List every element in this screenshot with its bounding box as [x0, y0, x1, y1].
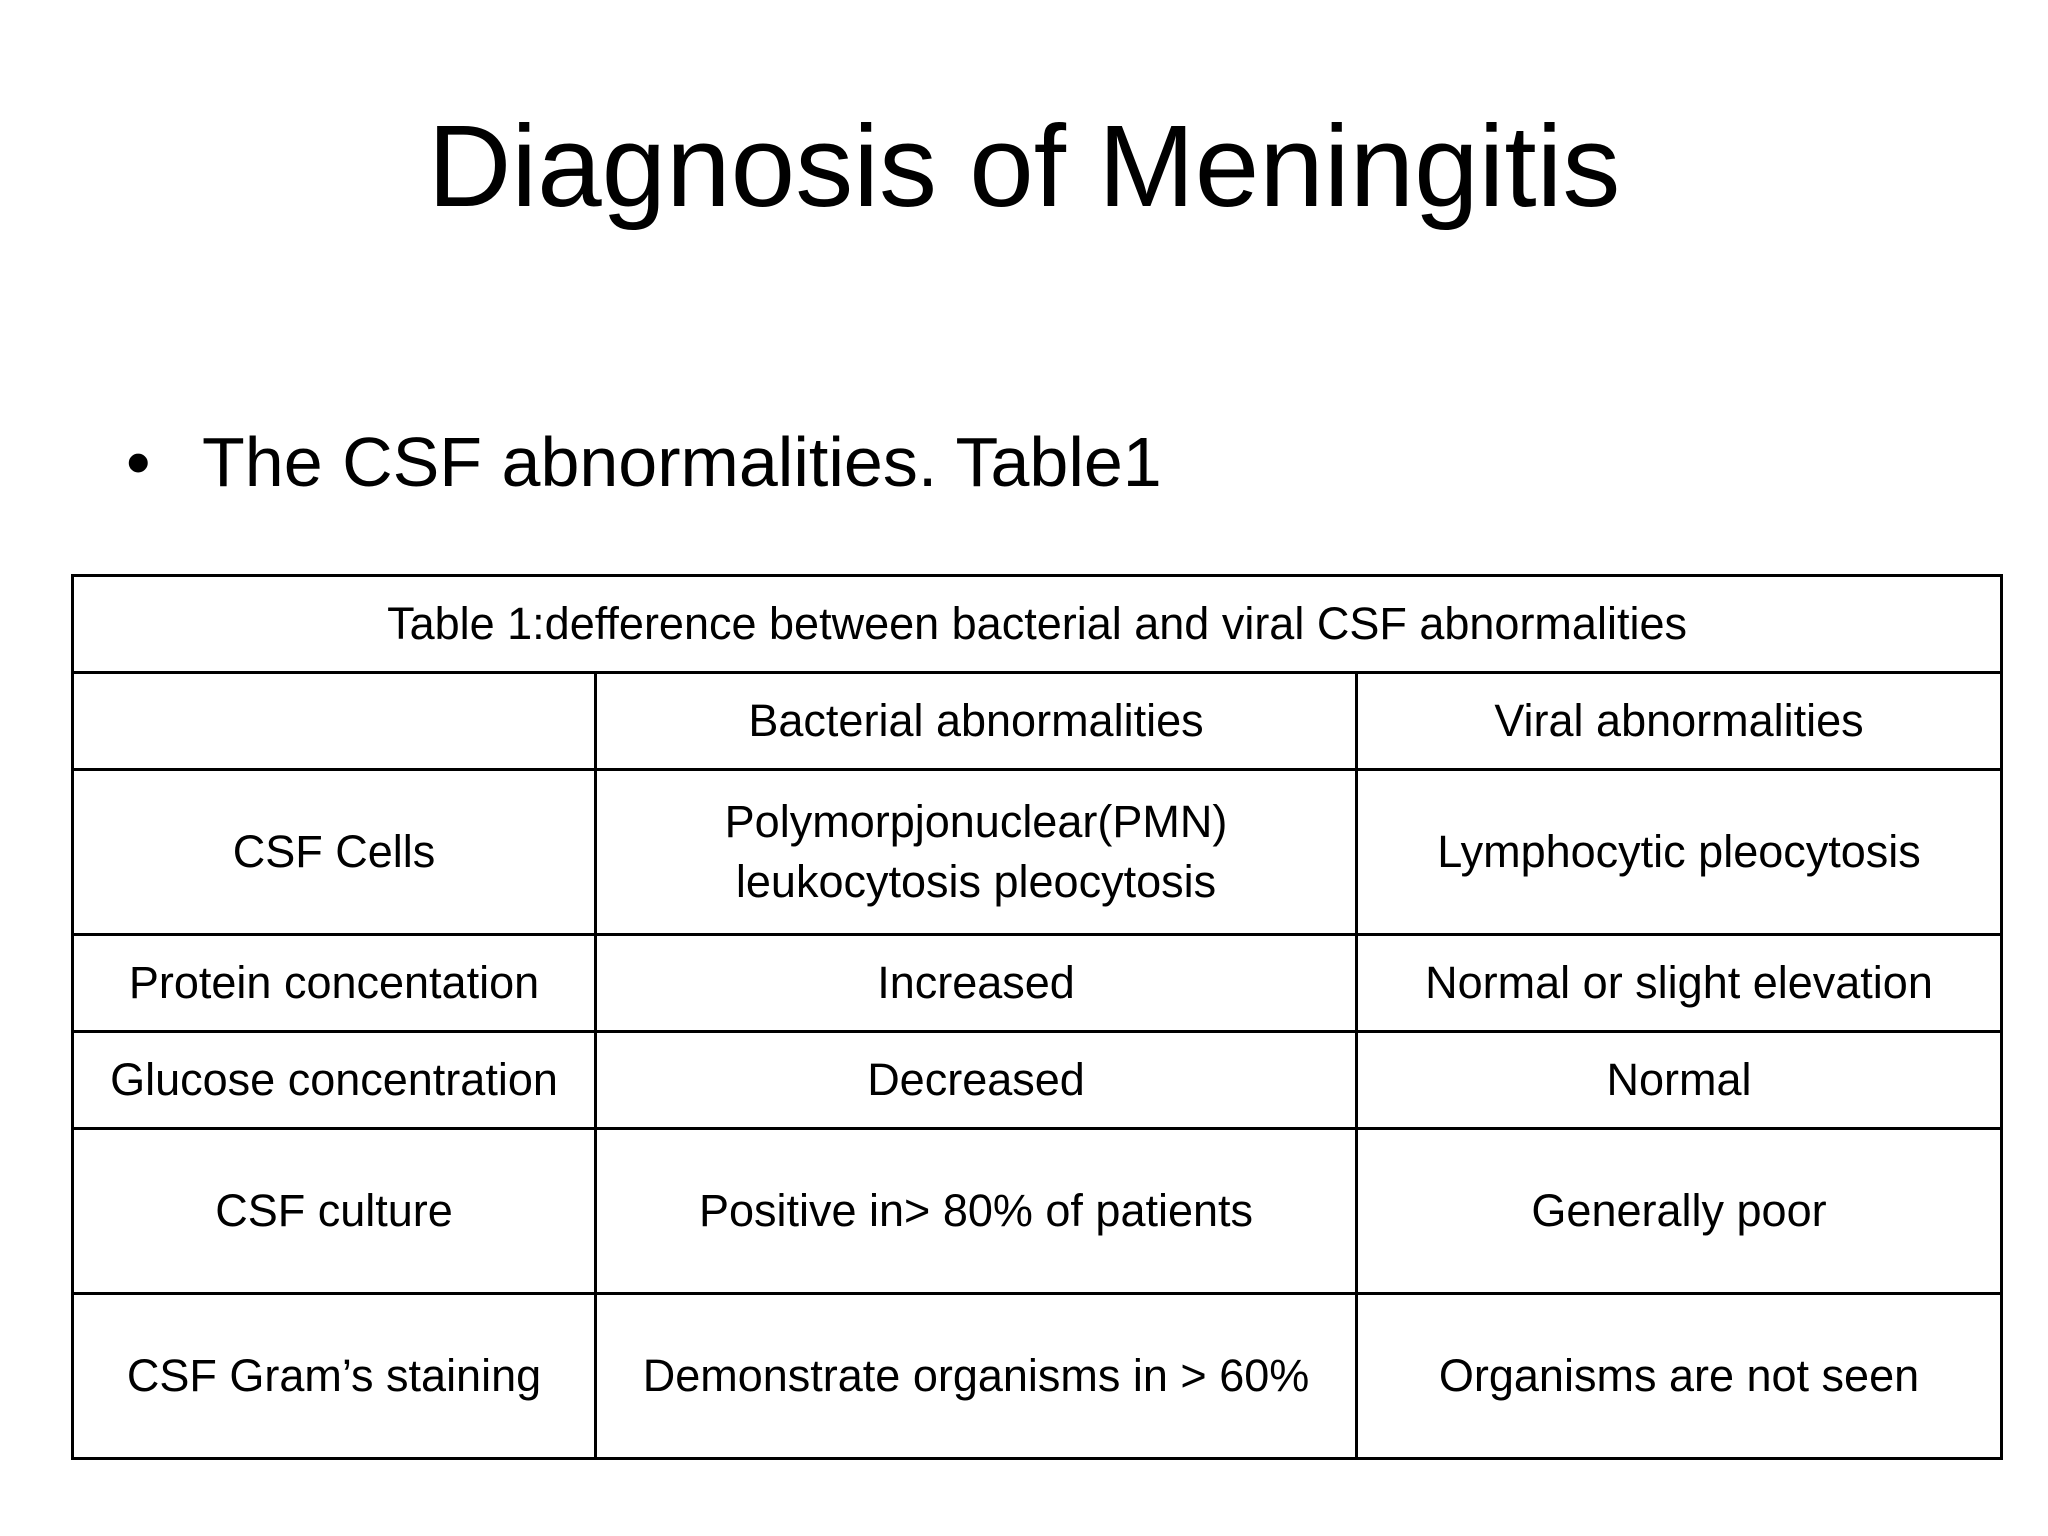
- table-header-row: [73, 673, 2002, 770]
- table-caption: Table 1:defference between bacterial and viral CSF abnormalities: [73, 576, 2002, 673]
- viral-cell: Generally poor: [1357, 1129, 2002, 1294]
- table-row: [73, 1294, 2002, 1459]
- table-row: [73, 1032, 2002, 1129]
- bacterial-cell-line: Polymorpjonuclear(PMN): [724, 796, 1228, 847]
- viral-cell: Lymphocytic pleocytosis: [1357, 770, 2002, 935]
- bacterial-cell: Positive in> 80% of patients: [596, 1129, 1357, 1294]
- row-label: CSF culture: [73, 1129, 596, 1294]
- table-row: [73, 1129, 2002, 1294]
- bacterial-cell: Increased: [596, 935, 1357, 1032]
- bacterial-cell: Demonstrate organisms in > 60%: [596, 1294, 1357, 1459]
- bacterial-cell-line: leukocytosis pleocytosis: [735, 856, 1217, 907]
- bacterial-cell: Decreased: [596, 1032, 1357, 1129]
- table-row: [73, 770, 2002, 935]
- csf-comparison-table: [71, 574, 2003, 1460]
- viral-cell: Organisms are not seen: [1357, 1294, 2002, 1459]
- header-empty-cell: [73, 673, 596, 770]
- bacterial-cell: [596, 770, 1357, 935]
- slide-title: Diagnosis of Meningitis: [427, 101, 1621, 231]
- header-bacterial: Bacterial abnormalities: [596, 673, 1357, 770]
- header-viral: Viral abnormalities: [1357, 673, 2002, 770]
- bullet-item: [126, 420, 1162, 504]
- row-label: Protein concentation: [73, 935, 596, 1032]
- viral-cell: Normal or slight elevation: [1357, 935, 2002, 1032]
- row-label: CSF Gram’s staining: [73, 1294, 596, 1459]
- row-label: Glucose concentration: [73, 1032, 596, 1129]
- viral-cell: Normal: [1357, 1032, 2002, 1129]
- row-label: CSF Cells: [73, 770, 596, 935]
- bullet-text: The CSF abnormalities. Table1: [202, 423, 1162, 501]
- bullet-marker: •: [126, 423, 151, 501]
- table-row: [73, 935, 2002, 1032]
- table-caption-row: [73, 576, 2002, 673]
